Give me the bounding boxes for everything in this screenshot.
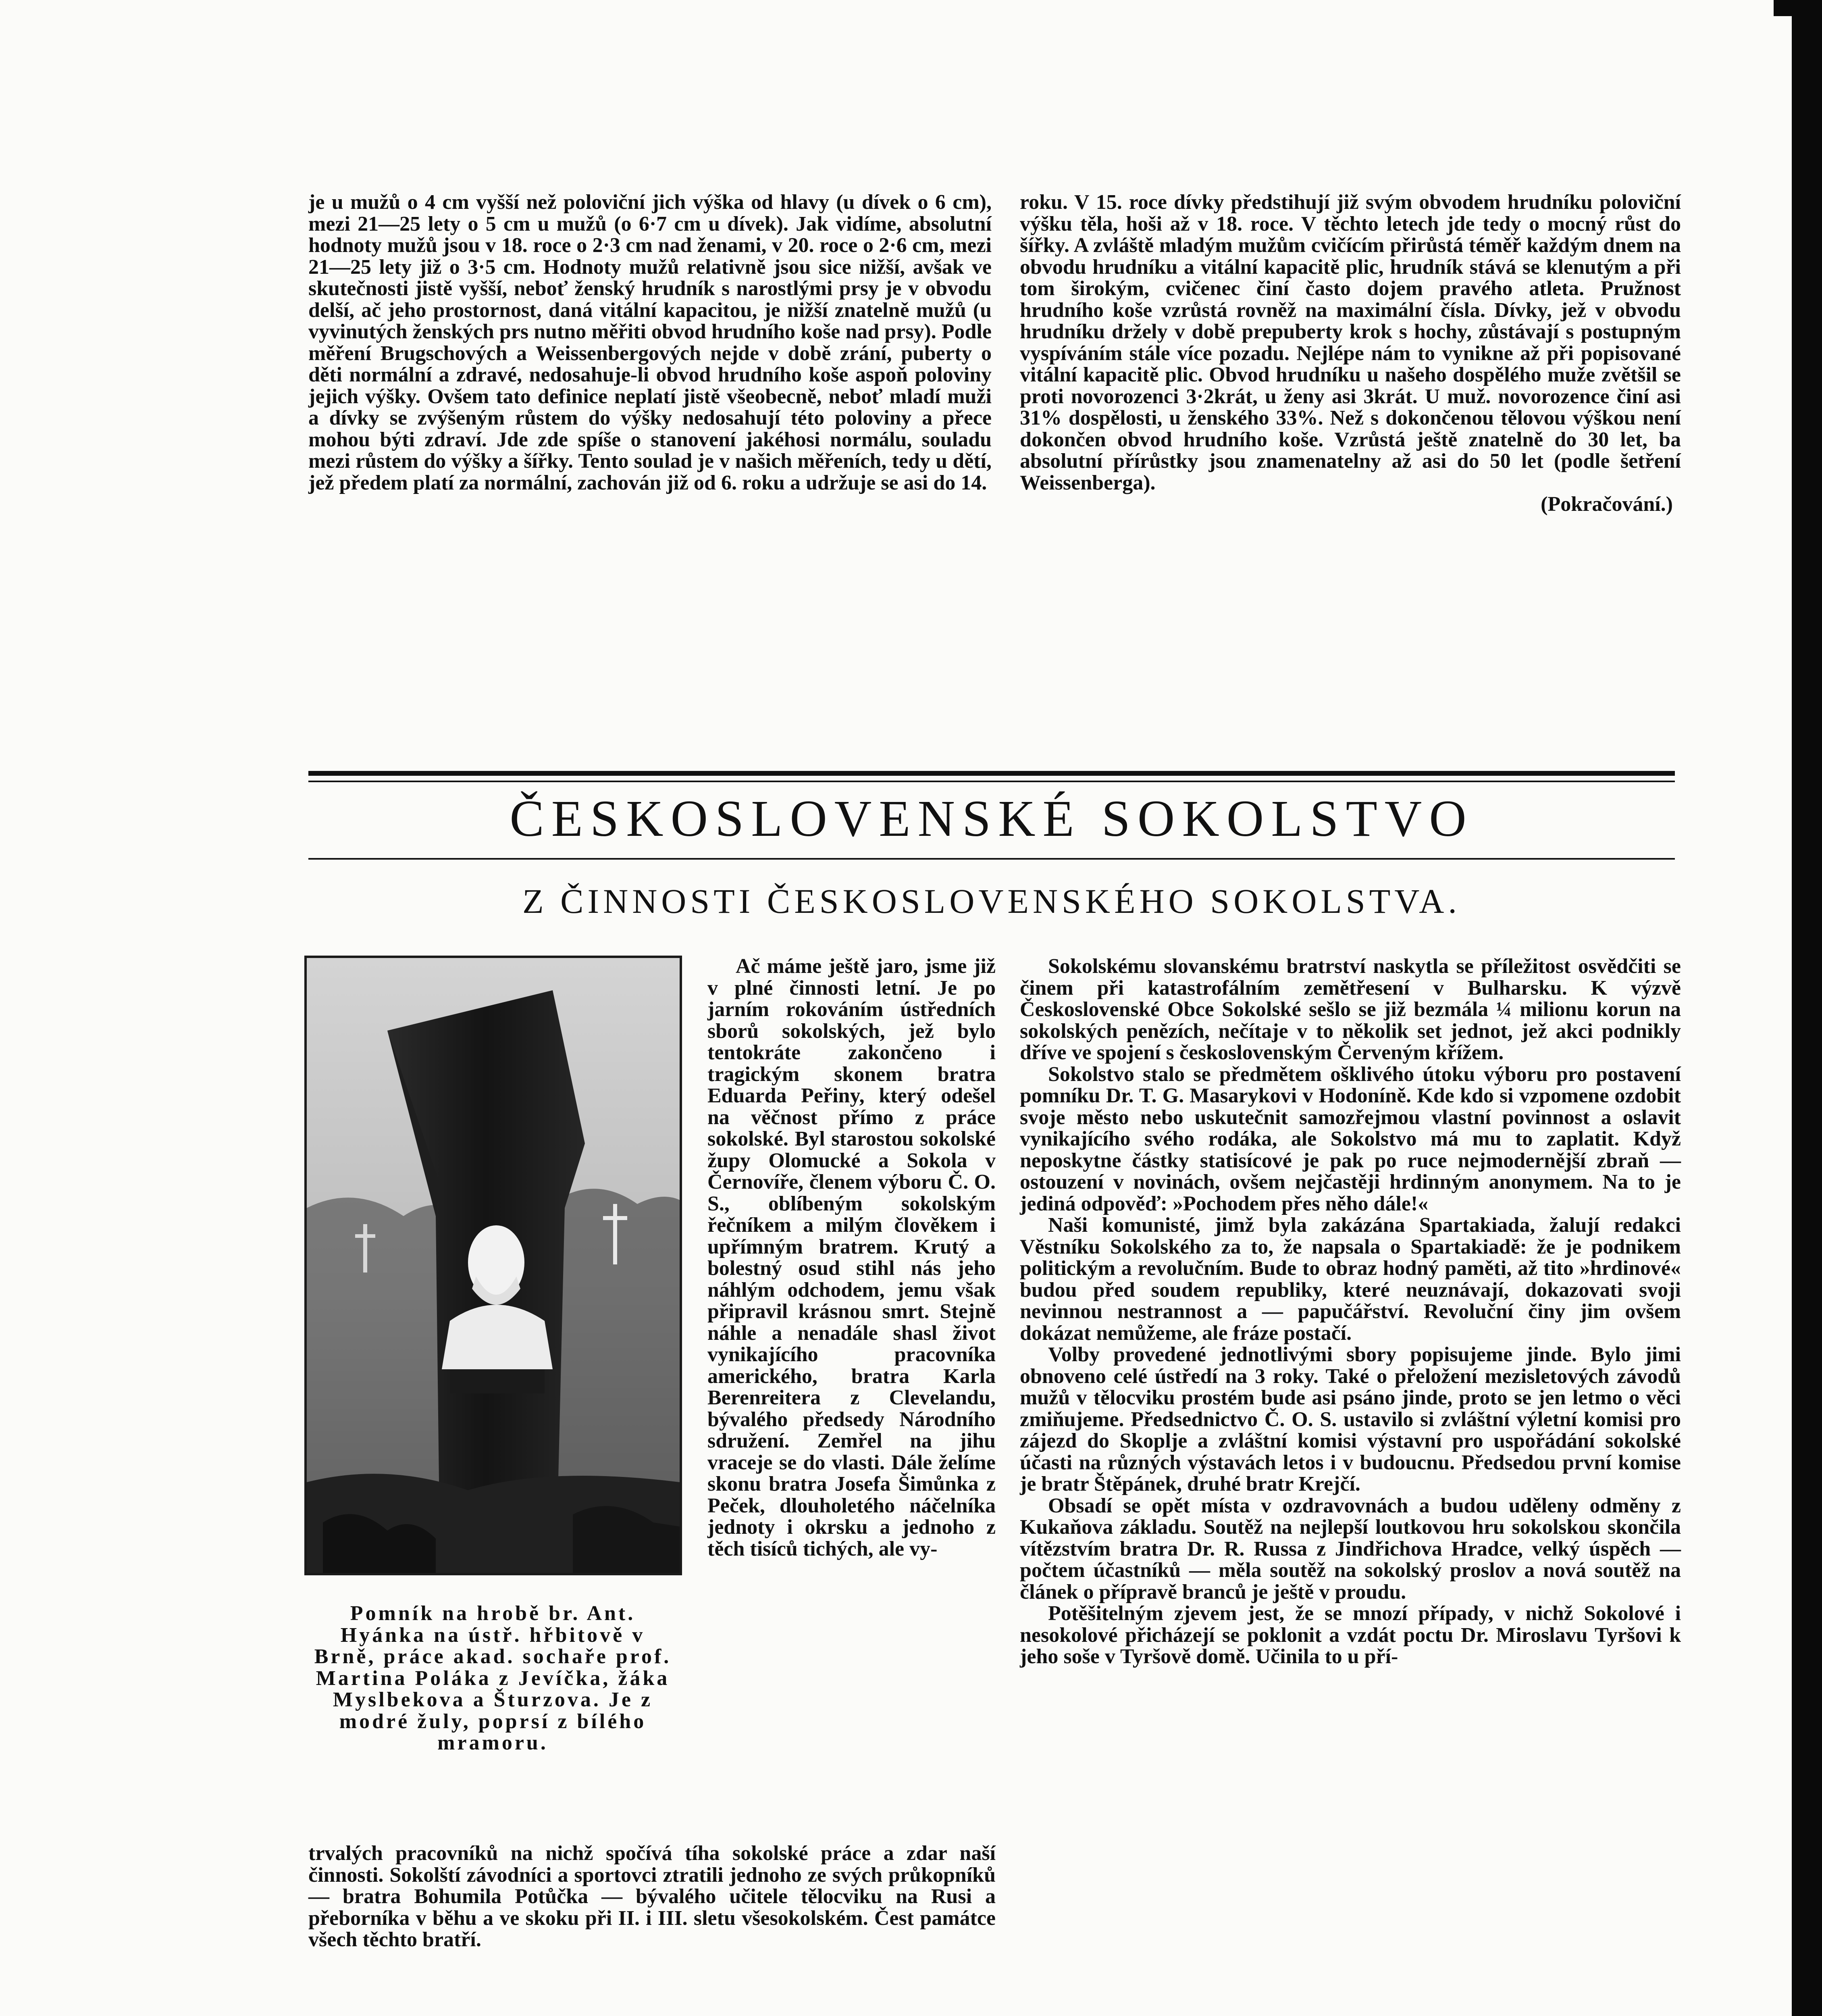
monument-image — [307, 958, 680, 1573]
section-title: ČESKOSLOVENSKÉ SOKOLSTVO — [510, 790, 1474, 847]
article-column-middle — [707, 956, 996, 1560]
news-paragraph: Naši komunisté, jimž byla zakázána Spartakiada, žalují redakci Věstníku Sokolského za to, že napsala o Spartakiadě: že je podnikem politickým a revolučním. Bude to obraz hodný paměti, až tito »hrdinové« budou před soudem republiky, které neuznávají, dokazovati svoji nevinnou nestrannost a — papučářství. Revoluční činy jim ovšem dokázat nemůžeme, ale fráze postačí. — [1020, 1214, 1681, 1345]
sokol-news-column-right — [1020, 956, 1681, 1668]
news-paragraph: Sokolskému slovanskému bratrství naskytla se příležitost osvědčiti se činem při katastrofálním zemětřesení v Bulharsku. K výzvě Československé Obce Sokolské sešlo se již bezmála ¼ milionu korun na sokolských penězích, nečítaje v to několik set jednot, jež akci podnikly dříve ve spojení s československým Červeným křížem. — [1020, 955, 1681, 1064]
section-subtitle: Z ČINNOSTI ČESKOSLOVENSKÉHO SOKOLSTVA. — [522, 882, 1461, 921]
news-paragraph: Potěšitelným zjevem jest, že se mnozí případy, v nichž Sokolové i nesokolové přicházejí se poklonit a vzdát poctu Dr. Miroslavu Tyršovi k jeho soše v Tyršově domě. Učinila to u pří- — [1020, 1602, 1681, 1668]
section-rule-thin — [308, 781, 1675, 782]
scan-border-corner — [1774, 0, 1822, 16]
article-column-right — [1020, 192, 1681, 515]
middle-column-text: Ač máme ještě jaro, jsme již v plné činnosti letní. Je po jarním rokováním ústředních sborů sokolských, jež bylo tentokráte zakončeno i tragickým skonem bratra Eduarda Peřiny, který odešel na věčnost přímo z práce sokolské. Byl starostou sokolské župy Olomucké a Sokola v Černovíře, členem výboru Č. O. S., oblíbeným sokolským řečníkem a milým člověkem i upřímným bratrem. Krutý a bolestný osud stihl nás jeho náhlým odchodem, jemu však připravil krásnou smrt. Stejně náhle a nenadále shasl život vynikajícího pracovníka amerického, bratra Karla Berenreitera z Clevelandu, bývalého předsedy Národního sdružení. Zemřel na jihu vraceje se do vlasti. Dále želíme skonu bratra Josefa Šimůnka z Peček, dlouholetého náčelníka jednoty i okrsku a jednoho z těch tisíců tichých, ale vy- — [707, 955, 996, 1560]
continued-label: (Pokračování.) — [1541, 493, 1673, 516]
middle-column-continuation-text: trvalých pracovníků na nichž spočívá tíha sokolské práce a zdar naší činnosti. Sokolští závodníci a sportovci ztratili jednoho ze svých průkopníků — bratra Bohumila Potůčka — bývalého učitele tělocviku na Rusi a přeborníka v běhu a ve skoku při II. i III. sletu všesokolském. Čest památce všech těchto bratří. — [308, 1842, 996, 1951]
scan-border — [1792, 0, 1822, 2016]
section-rule-thick — [308, 771, 1675, 776]
middle-column-continuation — [308, 1843, 996, 1951]
news-paragraph: Volby provedené jednotlivými sbory popisujeme jinde. Bylo jimi obnoveno celé ústředí na 3 roky. Také o přeložení mezisletových závodů mužů v tělocviku prostém bude asi psáno jinde, proto se jen letmo o věci zmiňujeme. Předsednictvo Č. O. S. ustavilo si zvláštní výletní komisi pro zájezd do Skoplje a zvláštní komisi výstavní pro uspořádání sokolské účasti na různých výstavách letos i v budoucnu. Předsedou první komise je bratr Štěpánek, druhé bratr Krejčí. — [1020, 1343, 1681, 1495]
news-paragraph: Sokolstvo stalo se předmětem ošklivého útoku výboru pro postavení pomníku Dr. T. G. Masarykovi v Hodoníně. Kde kdo si vzpomene ozdobit svoje město nebo uskutečnit samozřejmou vlastní povinnost a oslavit vynikajícího svého rodáka, ale Sokolstvo má mu to zaplatit. Když neposkytne částky statisícové je pak po ruce nejmodernější zbraň — ostouzení v novinách, ovšem nejčastěji hrdinným anonymem. Na to je jediná odpověď: »Pochodem přes něho dále!« — [1020, 1062, 1681, 1215]
news-paragraph: Obsadí se opět místa v ozdravovnách a budou uděleny odměny z Kukaňova základu. Soutěž na nejlepší loutkovou hru sokolskou skončila vítězstvím bratra Dr. R. Russa z Jindřichova Hradce, velký úspěch — počtem účastníků — měla soutěž na sokolský proslov a nová soutěž na článek o přípravě branců je ještě v proudu. — [1020, 1494, 1681, 1604]
section-rule-under — [308, 858, 1675, 860]
article-text-right: roku. V 15. roce dívky předstihují již svým obvodem hrudníku poloviční výšku těla, hoši až v 18. roce. V těchto letech jde tedy o mocný růst do šířky. A zvláště mladým mužům cvičícím přirůstá téměř každým dnem na obvodu hrudníku a vitální kapacitě plic, hrudník stává se klenutým a při tom širokým, cvičenec činí často dojem pravého atleta. Pružnost hrudního koše vzrůstá rovněž na maximální čísla. Dívky, jež v obvodu hrudníku držely v době prepuberty krok s hochy, zůstávají s postupným vyspíváním stále více pozadu. Nejlépe nám to vynikne až při popisované vitální kapacitě plic. Obvod hrudníku u našeho dospělého muže zvětšil se proti novorozenci 3·2krát, u ženy asi 3krát. U muž. novorozence činí asi 31% dospělosti, u ženského 33%. Než s dokončenou tělovou výškou není dokončen obvod hrudního koše. Vzrůstá ještě znatelně do 30 let, ba absolutní přírůstky jsou znamenatelny až asi do 50 let (podle šetření Weissenberga). — [1020, 191, 1681, 494]
photo-caption: Pomník na hrobě br. Ant. Hyánka na ústř. hřbitově v Brně, práce akad. sochaře prof. Martina Poláka z Jevíčka, žáka Myslbekova a Šturzova. Je z modré žuly, poprsí z bílého mramoru. — [314, 1602, 672, 1754]
article-column-left — [308, 192, 992, 494]
article-text-left: je u mužů o 4 cm vyšší než poloviční jich výška od hlavy (u dívek o 6 cm), mezi 21—25 lety o 5 cm u mužů (o 6·7 cm u dívek). Jak vidíme, absolutní hodnoty mužů jsou v 18. roce o 2·3 cm nad ženami, v 20. roce o 2·6 cm, mezi 21—25 lety již o 3·5 cm. Hodnoty mužů relativně jsou sice nižší, avšak ve skutečnosti jistě vyšší, neboť ženský hrudník s narostlými prsy je v obvodu delší, ač jeho prostornost, daná vitální kapacitou, je nižší znatelně mužů (u vyvinutých ženských prs nutno měřiti obvod hrudního koše nad prsy). Podle měření Brugschových a Weissenbergových nejde v době zrání, puberty o děti normální a zdravé, nedosahuje-li obvod hrudního koše aspoň poloviny jejich výšky. Ovšem tato definice neplatí jistě všeobecně, neboť mladí muži a dívky se zvýšeným růstem do výšky nedosahují této poloviny a přece mohou býti zdraví. Jde zde spíše o stanovení jakéhosi normálu, souladu mezi růstem do výšky a šířky. Tento soulad je v našich měřeních, tedy u dětí, jež předem platí za normální, zachován již od 6. roku a udržuje se asi do 14. — [308, 191, 992, 494]
monument-photo — [304, 956, 682, 1575]
